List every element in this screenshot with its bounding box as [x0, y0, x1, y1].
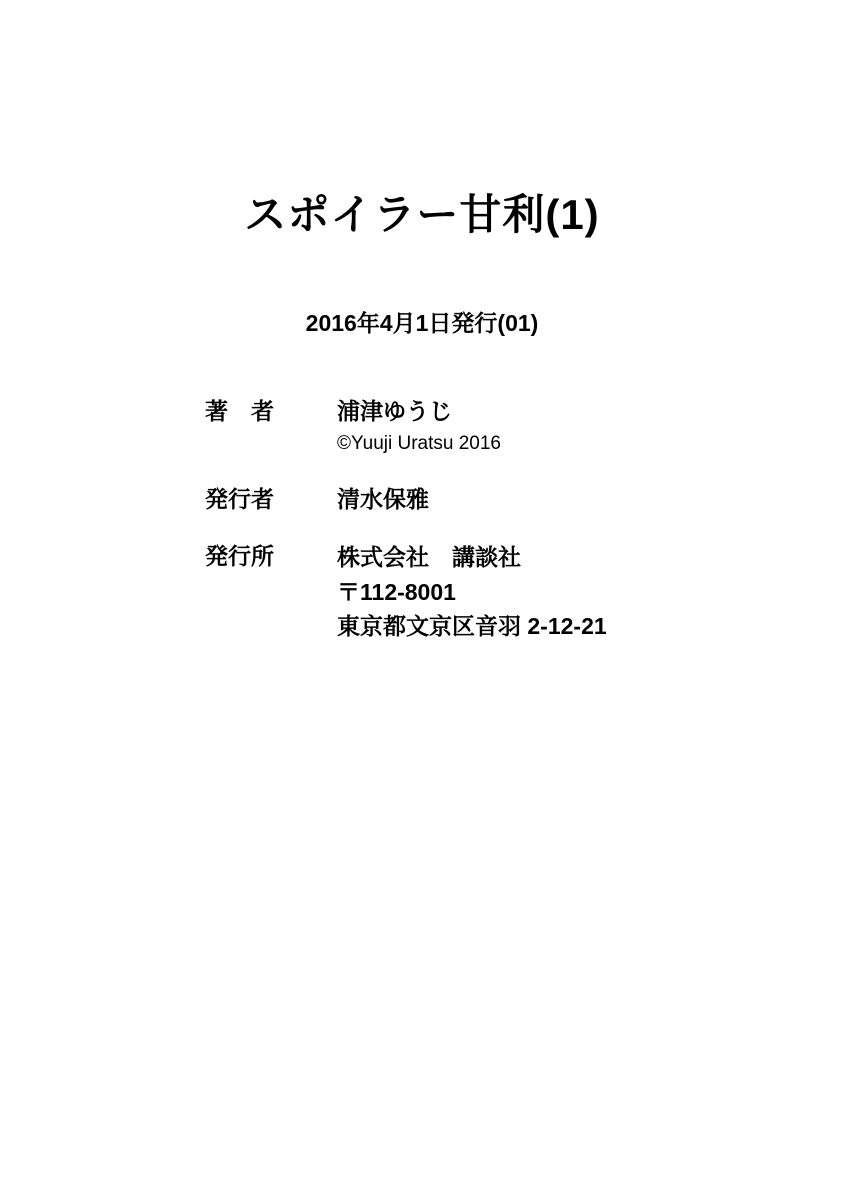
row-spacer	[205, 473, 805, 483]
author-label: 著 者	[205, 398, 274, 424]
publisher-address: 東京都文京区音羽 2-12-21	[337, 613, 607, 640]
publisher-person-label: 発行者	[205, 485, 274, 512]
publisher-postal-code: 〒112-8001	[337, 578, 456, 605]
publisher-company-values	[337, 540, 805, 644]
page-title: スポイラー甘利(1)	[244, 191, 600, 238]
publication-date: 2016年4月1日発行(01)	[305, 310, 539, 336]
author-name: 浦津ゆうじ	[337, 398, 452, 424]
publisher-person-values	[337, 483, 805, 516]
publisher-company-name: 株式会社 講談社	[337, 544, 521, 571]
colophon-row-publisher-company	[205, 540, 805, 644]
publisher-company-label: 発行所	[205, 543, 274, 570]
row-spacer	[205, 530, 805, 540]
author-values	[337, 395, 805, 459]
author-copyright: ©Yuuji Uratsu 2016	[337, 433, 501, 455]
colophon-row-publisher-person	[205, 483, 805, 516]
publisher-person-name: 清水保雅	[337, 485, 429, 512]
colophon-block	[205, 395, 805, 658]
colophon-row-author	[205, 395, 805, 459]
